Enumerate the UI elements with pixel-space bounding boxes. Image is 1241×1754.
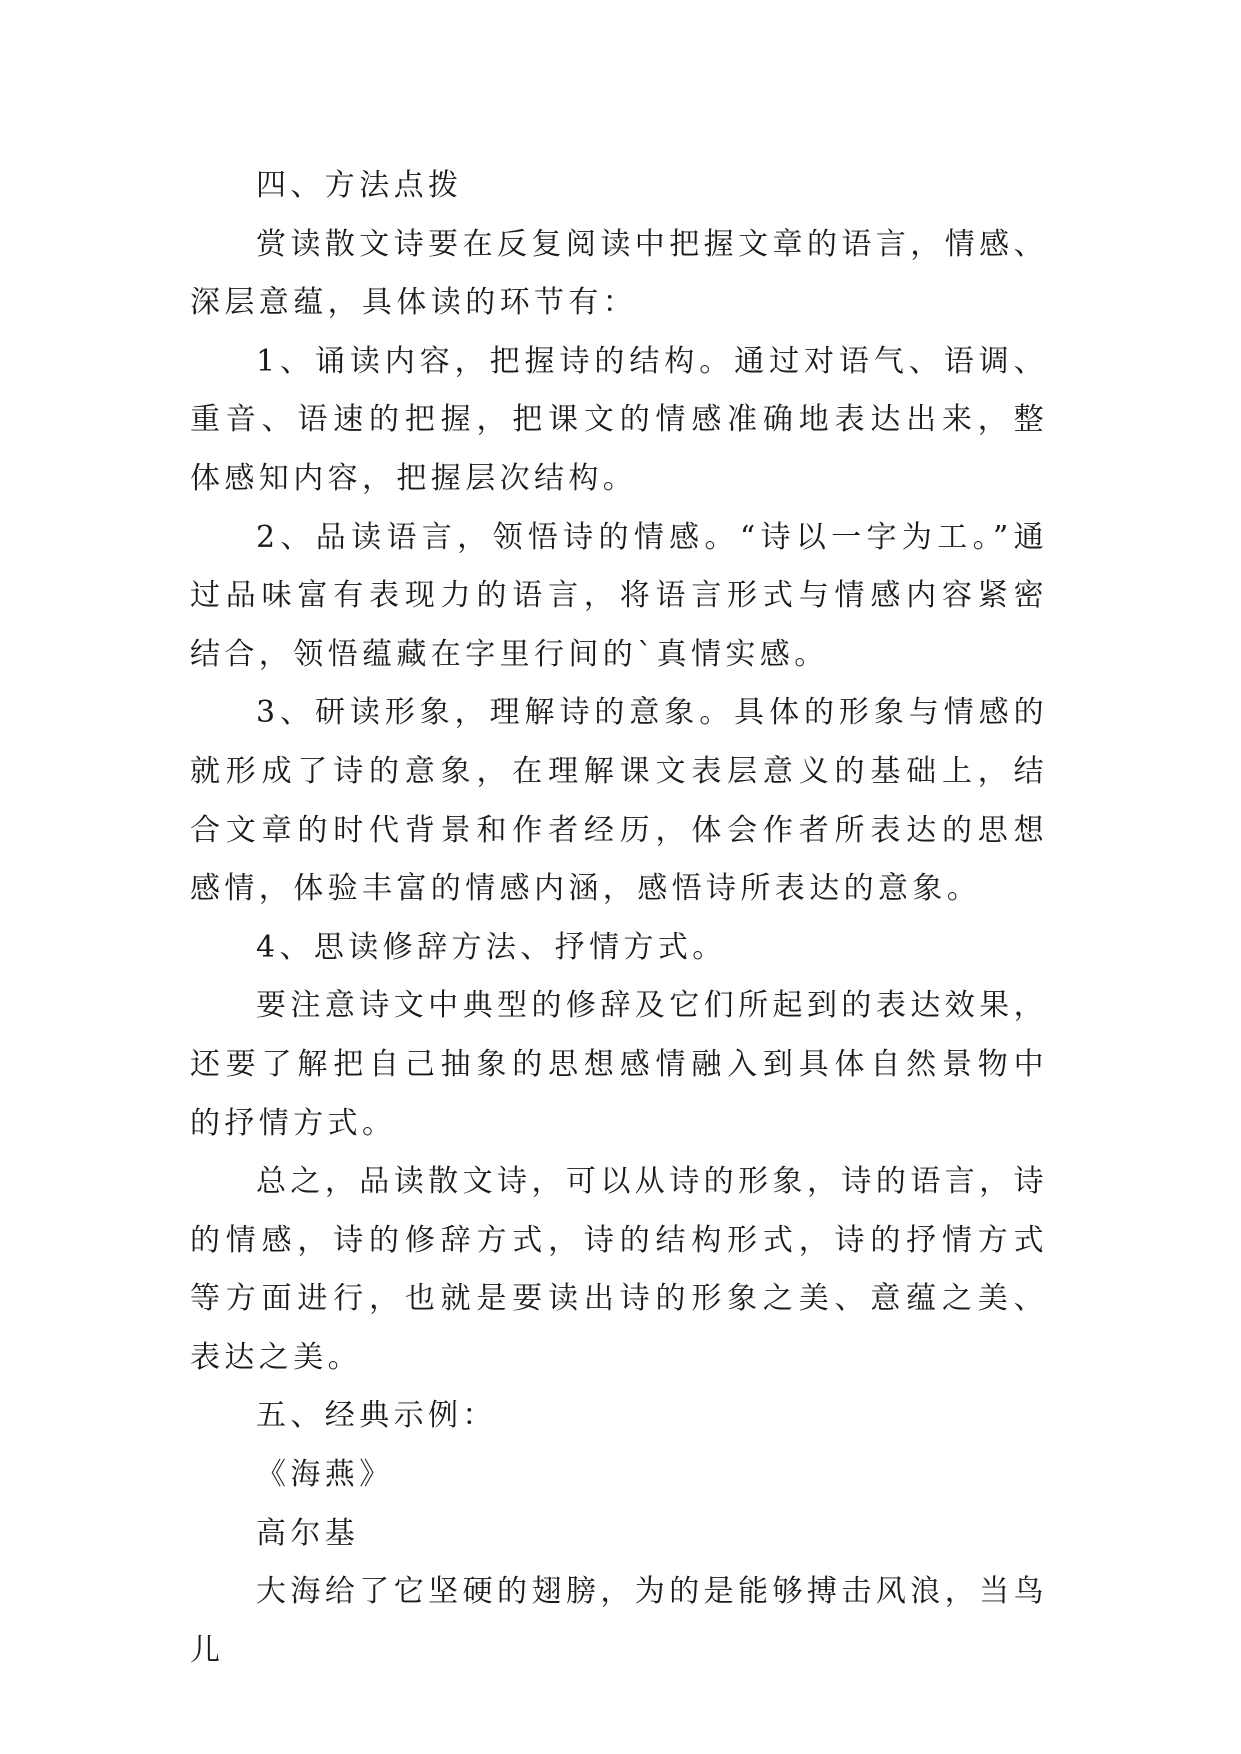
poem-title: 《海燕》 [256, 1457, 394, 1493]
paragraph-intro: 赏读散文诗要在反复阅读中把握文章的语言，情感、深层意蕴，具体读的环节有： [190, 226, 1048, 321]
paragraph-step-3: 3、研读形象，理解诗的意象。具体的形象与情感的就形成了诗的意象，在理解课文表层意义的基础上，结合文章的时代背景和作者经历，体会作者所表达的思想感情，体验丰富的情感内涵，感悟诗所表达的意象。 [190, 695, 1048, 907]
poem-author: 高尔基 [256, 1515, 360, 1551]
paragraph-summary: 总之，品读散文诗，可以从诗的形象，诗的语言，诗的情感，诗的修辞方式，诗的结构形式，诗的抒情方式等方面进行，也就是要读出诗的形象之美、意蕴之美、表达之美。 [190, 1164, 1048, 1375]
section-heading-examples: 五、经典示例： [256, 1398, 497, 1434]
paragraph-step-1: 1、诵读内容，把握诗的结构。通过对语气、语调、重音、语速的把握，把课文的情感准确地表达出来，整体感知内容，把握层次结构。 [190, 343, 1048, 496]
paragraph-step-2: 2、品读语言，领悟诗的情感。“诗以一字为工。”通过品味富有表现力的语言，将语言形式与情感内容紧密结合，领悟蕴藏在字里行间的`真情实感。 [190, 519, 1048, 672]
section-heading-methods: 四、方法点拨 [256, 168, 463, 203]
paragraph-step-4: 4、思读修辞方法、抒情方式。 [256, 929, 727, 965]
document-body [190, 157, 1048, 1680]
poem-first-line: 大海给了它坚硬的翅膀，为的是能够搏击风浪，当鸟儿 [190, 1574, 1048, 1668]
paragraph-rhetoric: 要注意诗文中典型的修辞及它们所起到的表达效果，还要了解把自己抽象的思想感情融入到具体自然景物中的抒情方式。 [190, 988, 1048, 1141]
